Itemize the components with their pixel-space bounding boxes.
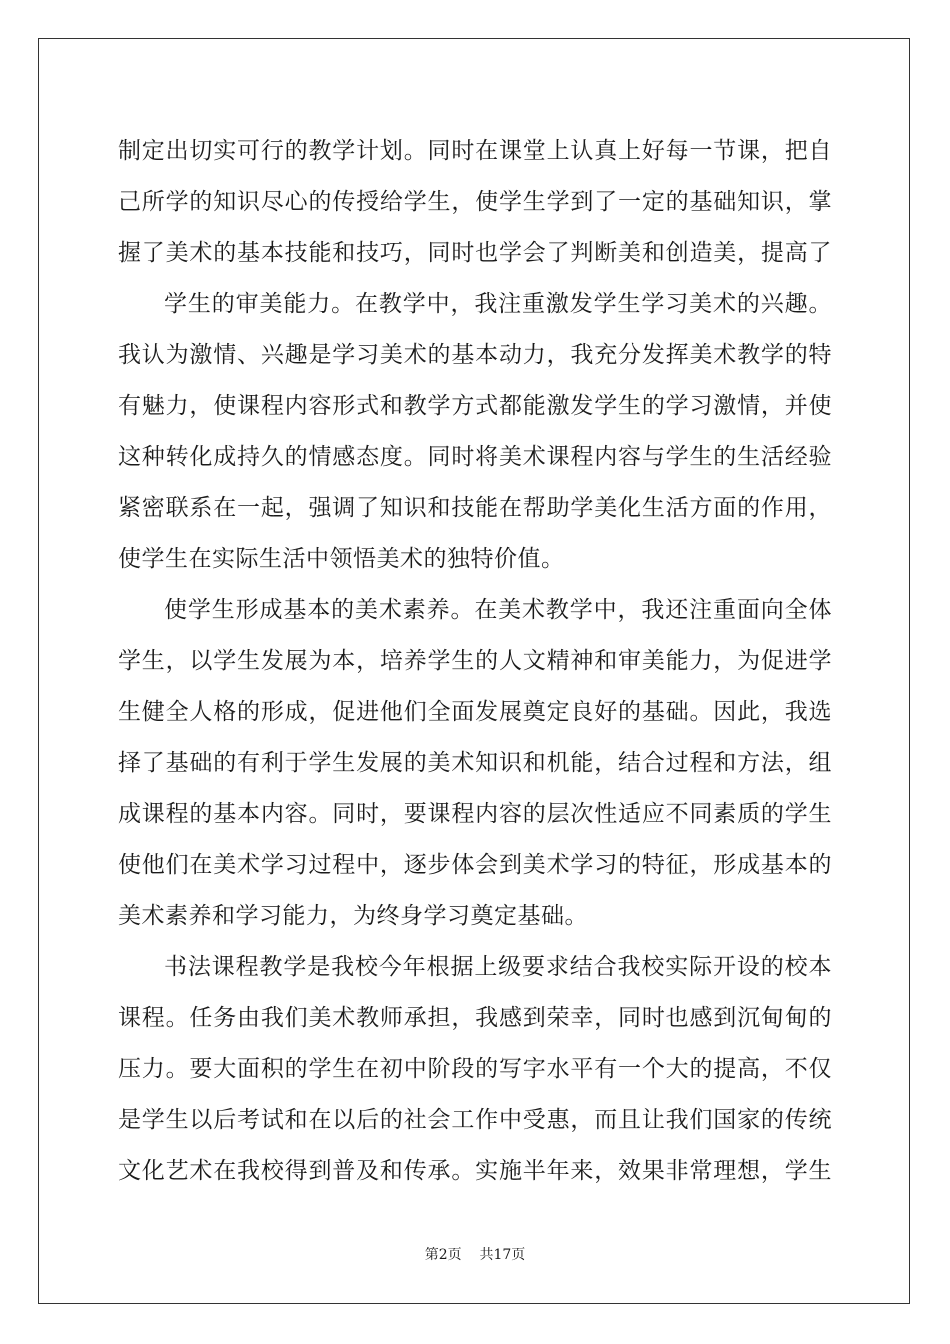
text-line: 择了基础的有利于学生发展的美术知识和机能，结合过程和方法，组 [118, 750, 832, 776]
text-line: 有魅力，使课程内容形式和教学方式都能激发学生的学习激情，并使 [118, 393, 832, 419]
text-line: 己所学的知识尽心的传授给学生，使学生学到了一定的基础知识，掌 [118, 189, 832, 215]
text-line: 我认为激情、兴趣是学习美术的基本动力，我充分发挥美术教学的特 [118, 342, 832, 368]
text-line: 这种转化成持久的情感态度。同时将美术课程内容与学生的生活经验 [118, 444, 832, 470]
text-line: 文化艺术在我校得到普及和传承。实施半年来，效果非常理想，学生 [118, 1158, 832, 1184]
text-line: 握了美术的基本技能和技巧，同时也学会了判断美和创造美，提高了 [118, 240, 832, 266]
text-line: 学生，以学生发展为本，培养学生的人文精神和审美能力，为促进学 [118, 648, 832, 674]
text-line: 成课程的基本内容。同时，要课程内容的层次性适应不同素质的学生 [118, 801, 832, 827]
text-line: 学生的审美能力。在教学中，我注重激发学生学习美术的兴趣。 [164, 291, 832, 317]
text-line: 是学生以后考试和在以后的社会工作中受惠，而且让我们国家的传统 [118, 1107, 832, 1133]
text-line: 使学生在实际生活中领悟美术的独特价值。 [118, 546, 565, 572]
document-body [118, 126, 832, 1197]
text-line: 压力。要大面积的学生在初中阶段的写字水平有一个大的提高，不仅 [118, 1056, 832, 1082]
page-number: 第2页 [424, 1247, 462, 1263]
text-line: 课程。任务由我们美术教师承担，我感到荣幸，同时也感到沉甸甸的 [118, 1005, 832, 1031]
text-line: 使他们在美术学习过程中，逐步体会到美术学习的特征，形成基本的 [118, 852, 832, 878]
page-total: 共17页 [479, 1247, 526, 1263]
page-footer [0, 1244, 950, 1264]
text-line: 美术素养和学习能力，为终身学习奠定基础。 [118, 903, 588, 929]
footer-gap [462, 1247, 480, 1263]
text-line: 生健全人格的形成，促进他们全面发展奠定良好的基础。因此，我选 [118, 699, 832, 725]
text-line: 紧密联系在一起，强调了知识和技能在帮助学美化生活方面的作用， [118, 495, 832, 521]
text-line: 书法课程教学是我校今年根据上级要求结合我校实际开设的校本 [164, 954, 832, 980]
text-line: 制定出切实可行的教学计划。同时在课堂上认真上好每一节课，把自 [118, 138, 832, 164]
text-line: 使学生形成基本的美术素养。在美术教学中，我还注重面向全体 [164, 597, 832, 623]
